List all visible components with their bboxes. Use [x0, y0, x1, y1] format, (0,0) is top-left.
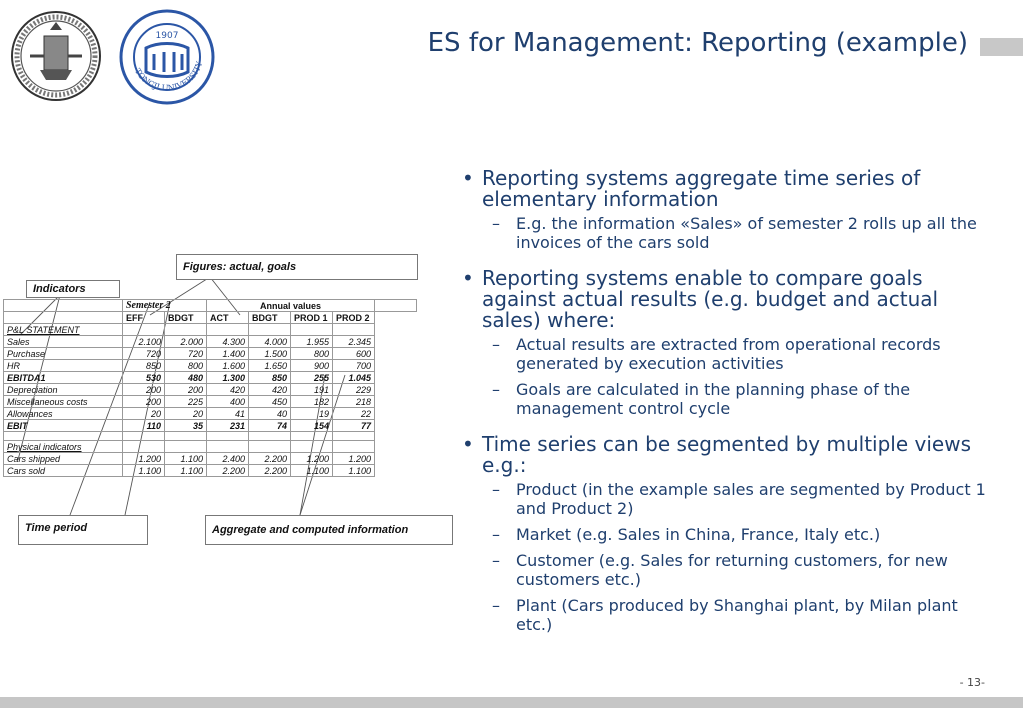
bullet-text: Time series can be segmented by multiple views e.g.:: [482, 432, 972, 477]
dash-marker: –: [492, 380, 500, 399]
sub-bullet-text: E.g. the information «Sales» of semester 2 rolls up all the invoices of the cars sold: [516, 214, 977, 252]
table-cell: 182: [291, 396, 333, 408]
table-row: [4, 408, 417, 420]
row-label: Cars sold: [4, 465, 123, 477]
table-cell: 1.045: [333, 372, 375, 384]
bullet-marker: •: [462, 266, 474, 290]
row-label: Cars shipped: [4, 453, 123, 465]
sub-bullet-text: Plant (Cars produced by Shanghai plant, by Milan plant etc.): [516, 596, 958, 634]
reporting-table: [3, 299, 417, 477]
callout-figures: Figures: actual, goals: [176, 254, 418, 280]
table-cell: 600: [333, 348, 375, 360]
table-cell: 1.955: [291, 336, 333, 348]
column-header: BDGT: [165, 312, 207, 324]
table-cell: 2.345: [333, 336, 375, 348]
sub-bullet-item: [492, 525, 992, 544]
bullet-marker: •: [462, 432, 474, 456]
table-cell: [291, 324, 333, 336]
table-cell: 1.500: [249, 348, 291, 360]
sub-bullet-item: [492, 335, 992, 373]
row-label: EBIT: [4, 420, 123, 432]
table-cell: 200: [165, 384, 207, 396]
dash-marker: –: [492, 214, 500, 233]
column-header: PROD 1: [291, 312, 333, 324]
annual-values-header: Annual values: [207, 300, 375, 312]
table-cell: [249, 432, 291, 441]
table-cell: 110: [123, 420, 165, 432]
sub-bullet-text: Goals are calculated in the planning phase of the management control cycle: [516, 380, 911, 418]
bullet-item: [462, 434, 992, 476]
bullet-item: [462, 268, 992, 331]
table-cell: 850: [123, 360, 165, 372]
table-cell: 2.200: [249, 453, 291, 465]
table-row: [4, 465, 417, 477]
table-cell: 1.650: [249, 360, 291, 372]
table-cell: 20: [123, 408, 165, 420]
table-cell: [333, 432, 375, 441]
table-cell: 74: [249, 420, 291, 432]
row-label: P&L STATEMENT: [4, 324, 123, 336]
table-row: [4, 396, 417, 408]
table-cell: 1.600: [207, 360, 249, 372]
table-cell: 1.100: [165, 453, 207, 465]
row-label: Depreciation: [4, 384, 123, 396]
callout-time-period: Time period: [18, 515, 148, 545]
table-cell: 2.200: [207, 465, 249, 477]
table-cell: 1.100: [123, 465, 165, 477]
table-cell: 1.100: [165, 465, 207, 477]
table-cell: 19: [291, 408, 333, 420]
bullet-group: [462, 434, 992, 634]
page-title: ES for Management: Reporting (example): [427, 28, 968, 58]
table-cell: 4.000: [249, 336, 291, 348]
bullet-group: [462, 268, 992, 418]
sub-bullet-item: [492, 480, 992, 518]
dash-marker: –: [492, 596, 500, 615]
row-label: Allowances: [4, 408, 123, 420]
table-cell: 850: [249, 372, 291, 384]
table-cell: 800: [291, 348, 333, 360]
table-cell: 154: [291, 420, 333, 432]
table-cell: 800: [165, 360, 207, 372]
bullet-text: Reporting systems enable to compare goals against actual results (e.g. budget and actual sales) where:: [482, 266, 939, 332]
row-label: [4, 432, 123, 441]
bullet-group: [462, 168, 992, 252]
callout-aggregate: Aggregate and computed information: [205, 515, 453, 545]
callout-indicators: Indicators: [26, 280, 120, 298]
table-cell: 1.100: [333, 465, 375, 477]
table-row: [4, 453, 417, 465]
title-accent-bar: [980, 38, 1023, 56]
table-row: [4, 360, 417, 372]
sub-bullet-item: [492, 596, 992, 634]
table-cell: 2.200: [249, 465, 291, 477]
table-cell: 420: [207, 384, 249, 396]
table-cell: 35: [165, 420, 207, 432]
column-header: EFF: [123, 312, 165, 324]
table-row: [4, 372, 417, 384]
table-cell: 900: [291, 360, 333, 372]
dash-marker: –: [492, 525, 500, 544]
table-cell: 420: [249, 384, 291, 396]
sub-bullet-item: [492, 214, 992, 252]
table-cell: 41: [207, 408, 249, 420]
table-cell: 720: [123, 348, 165, 360]
column-header-row: [4, 312, 417, 324]
sub-bullet-item: [492, 551, 992, 589]
sub-bullet-text: Market (e.g. Sales in China, France, Italy etc.): [516, 525, 881, 544]
table-cell: [249, 441, 291, 453]
table-cell: 1.200: [123, 453, 165, 465]
semester-header: Semester 2: [123, 300, 207, 312]
dash-marker: –: [492, 551, 500, 570]
table-cell: 1.200: [291, 453, 333, 465]
sub-bullet-text: Customer (e.g. Sales for returning customers, for new customers etc.): [516, 551, 948, 589]
table-row: [4, 348, 417, 360]
dash-marker: –: [492, 335, 500, 354]
table-cell: 1.200: [333, 453, 375, 465]
table-cell: 1.300: [207, 372, 249, 384]
table-cell: 530: [123, 372, 165, 384]
table-cell: 22: [333, 408, 375, 420]
table-cell: [165, 441, 207, 453]
page-number: - 13-: [959, 676, 985, 689]
table-cell: [249, 324, 291, 336]
table-cell: 400: [207, 396, 249, 408]
table-cell: 1.100: [291, 465, 333, 477]
table-row: [4, 336, 417, 348]
table-cell: 200: [123, 396, 165, 408]
column-header: PROD 2: [333, 312, 375, 324]
bullet-marker: •: [462, 166, 474, 190]
reporting-figure: [0, 250, 460, 550]
tongji-university-logo-icon: [118, 8, 216, 106]
table-cell: 2.000: [165, 336, 207, 348]
table-cell: 700: [333, 360, 375, 372]
table-row: [4, 432, 417, 441]
column-header: ACT: [207, 312, 249, 324]
table-cell: [333, 441, 375, 453]
table-row: [4, 441, 417, 453]
logo-year: 1907: [155, 31, 179, 41]
table-cell: 2.100: [123, 336, 165, 348]
table-cell: [123, 432, 165, 441]
dash-marker: –: [492, 480, 500, 499]
table-cell: [207, 441, 249, 453]
sub-bullet-item: [492, 380, 992, 418]
column-header: BDGT: [249, 312, 291, 324]
table-cell: [291, 441, 333, 453]
table-cell: 77: [333, 420, 375, 432]
table-row: [4, 384, 417, 396]
table-cell: 450: [249, 396, 291, 408]
table-cell: 20: [165, 408, 207, 420]
row-label: EBITDA1: [4, 372, 123, 384]
table-cell: 255: [291, 372, 333, 384]
row-label: Miscellaneous costs: [4, 396, 123, 408]
bullet-text: Reporting systems aggregate time series of elementary information: [482, 166, 921, 211]
table-cell: 480: [165, 372, 207, 384]
table-cell: 1.400: [207, 348, 249, 360]
table-cell: 218: [333, 396, 375, 408]
bullet-list: [462, 168, 992, 650]
table-cell: [165, 432, 207, 441]
table-cell: 231: [207, 420, 249, 432]
table-row: [4, 420, 417, 432]
table-cell: [207, 324, 249, 336]
table-cell: 229: [333, 384, 375, 396]
table-cell: 225: [165, 396, 207, 408]
row-label: Physical indicators: [4, 441, 123, 453]
table-row: [4, 324, 417, 336]
university-seal-icon: [10, 10, 102, 102]
logo-university-name: TONGJI UNIVERSITY: [132, 60, 205, 93]
table-cell: 4.300: [207, 336, 249, 348]
table-cell: [165, 324, 207, 336]
table-cell: [123, 441, 165, 453]
table-cell: [207, 432, 249, 441]
sub-bullet-text: Product (in the example sales are segmented by Product 1 and Product 2): [516, 480, 986, 518]
table-cell: 720: [165, 348, 207, 360]
bullet-item: [462, 168, 992, 210]
table-cell: [291, 432, 333, 441]
footer-bar: [0, 697, 1023, 708]
table-cell: [123, 324, 165, 336]
table-cell: 40: [249, 408, 291, 420]
table-cell: 2.400: [207, 453, 249, 465]
table-cell: 191: [291, 384, 333, 396]
sub-bullet-text: Actual results are extracted from operational records generated by execution activities: [516, 335, 941, 373]
row-label: Purchase: [4, 348, 123, 360]
row-label: HR: [4, 360, 123, 372]
table-cell: 200: [123, 384, 165, 396]
row-label: Sales: [4, 336, 123, 348]
table-cell: [333, 324, 375, 336]
